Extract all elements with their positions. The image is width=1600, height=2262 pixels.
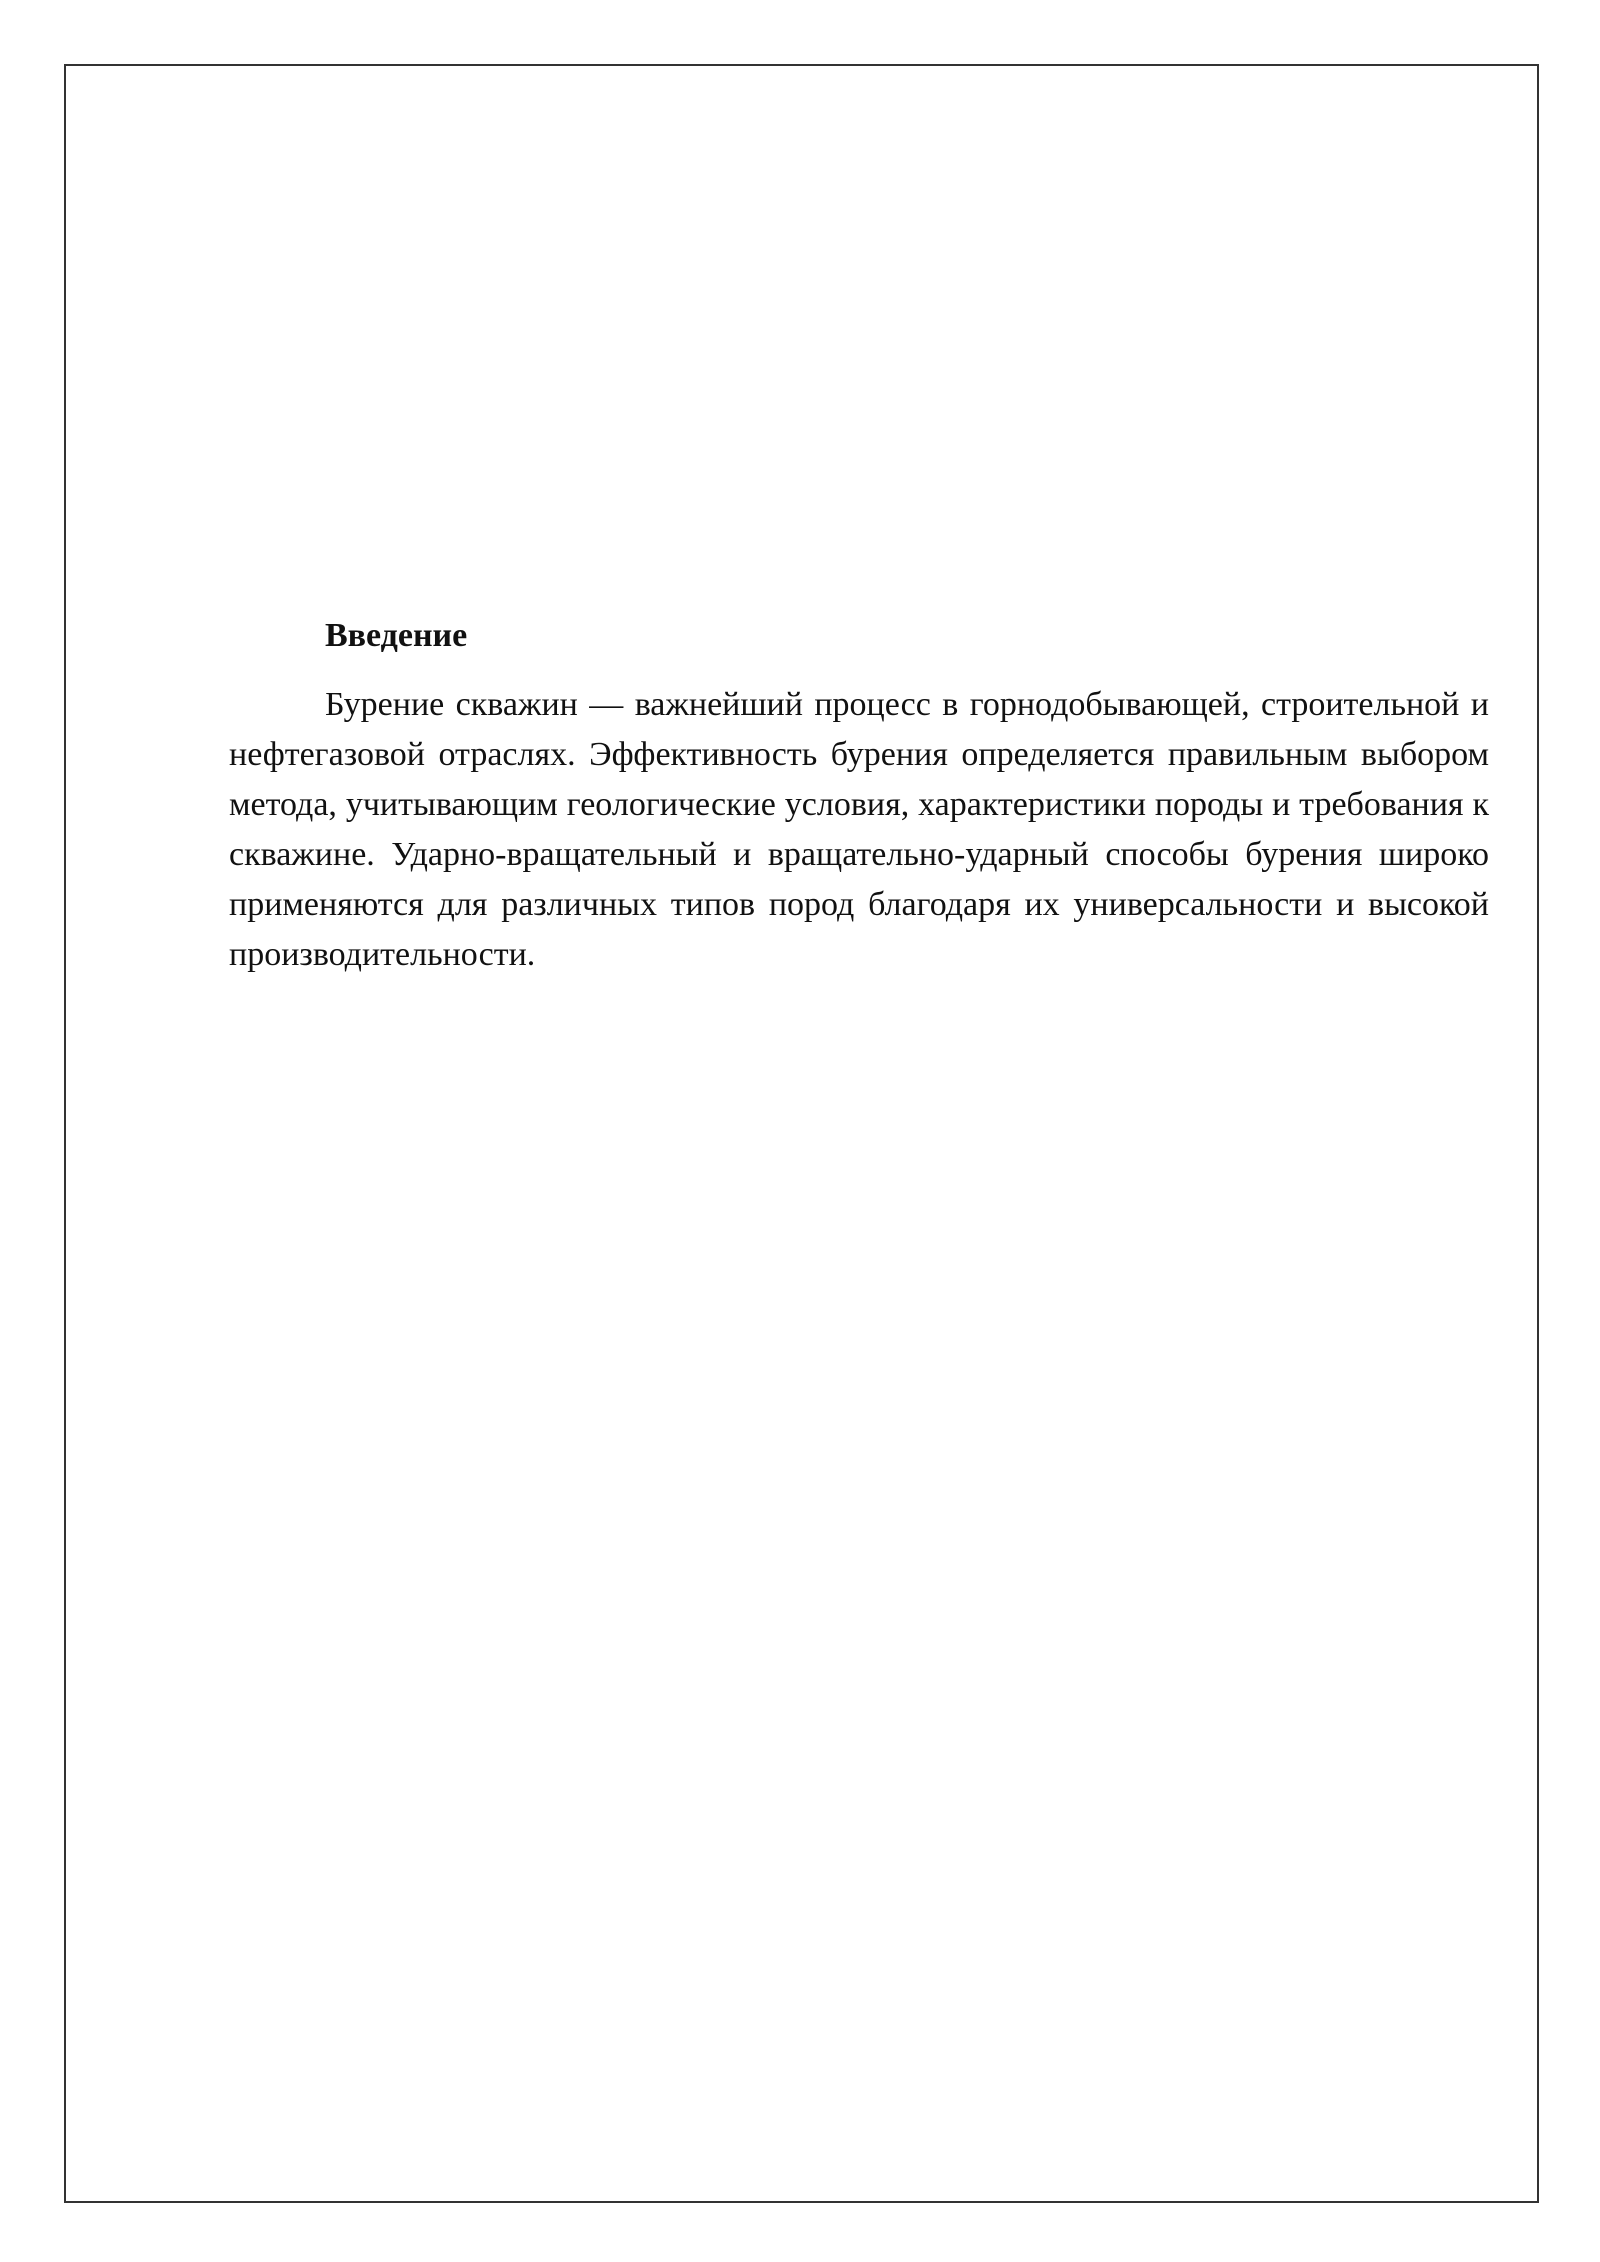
intro-paragraph: Бурение скважин — важнейший процесс в горнодобывающей, строительной и нефтегазовой отраслях. Эффективность бурения определяется правильным выбором метода, учитывающим геологические условия, характеристики породы и требования к скважине. Ударно-вращательный и вращательно-ударный способы бурения широко применяются для различных типов пород благодаря их универсальности и высокой производительности. [229,686,1489,973]
section-heading: Введение [325,617,468,654]
document-body [229,608,1489,980]
page-frame [64,64,1539,2203]
